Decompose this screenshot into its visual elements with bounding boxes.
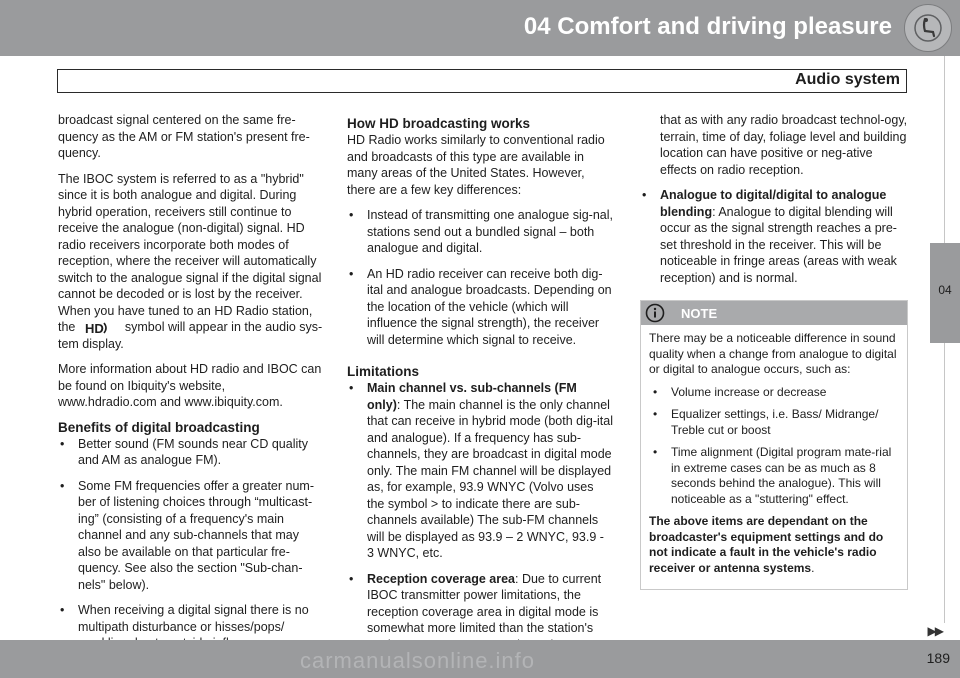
list-item: • Some FM frequencies offer a greater num-ber of listening choices through “multicast-ing” (consisting of a frequency's main channel and any sub-channels that may also be available on that particular fre-quency. See also the section "Sub-chan-nels" below). — [58, 478, 323, 594]
hd-radio-icon — [83, 320, 111, 336]
list-item-continued: that as with any radio broadcast technol-ogy, terrain, time of day, foliage level and building location can have positive or neg-ative effects on radio reception. — [660, 113, 908, 177]
paragraph-iboc-text: The IBOC system is referred to as a "hybrid" since it is both analogue and digital. During hybrid operation, receivers still continue to receive the analogue (non-digital) signal. HD radio receivers incorporate both modes of reception, where the receiver will automatically switch to the analogue signal if the digital signal cannot be decoded or is lost by the receiver. When you have tuned to an HD Radio station, the — [58, 171, 322, 334]
seat-icon — [904, 4, 952, 52]
how-list — [347, 207, 613, 348]
paragraph-iboc — [58, 171, 323, 353]
header-bar — [0, 0, 960, 56]
list-item: • An HD radio receiver can receive both dig-ital and analogue broadcasts. Depending on the location of the vehicle (which will influence the signal strength), the receiver will determine which signal to receive. — [347, 266, 613, 349]
note-outro-bold: The above items are dependant on the broadcaster's equipment settings and do not indicate a fault in the vehicle's radio receiver or antenna systems — [649, 514, 884, 575]
limitation-main-channel-title: Main channel vs. sub-channels (FM only) — [367, 381, 577, 412]
note-intro: There may be a noticeable difference in sound quality when a change from analogue to digital or digital to analogue occurs, such as: — [649, 331, 897, 376]
paragraph-iboc-tail: symbol will appear in the audio sys-tem display. — [58, 320, 323, 351]
limitation-coverage-title: Reception coverage area — [367, 571, 515, 586]
side-rule-lower — [944, 343, 945, 623]
paragraph-more-info: More information about HD radio and IBOC can be found on Ibiquity's website, www.hdradio.com and www.ibiquity.com. — [58, 362, 322, 410]
note-header — [641, 301, 907, 325]
note-body — [641, 325, 907, 589]
list-item: • When receiving a digital signal there is no multipath disturbance or hisses/pops/ — [58, 602, 323, 652]
note-list — [649, 385, 899, 508]
chapter-side-tab-label: 04 — [938, 283, 952, 297]
list-item: • Equalizer settings, i.e. Bass/ Midrange/ Treble cut or boost — [649, 407, 899, 438]
note-box — [640, 300, 908, 590]
chapter-title: 04 Comfort and driving pleasure — [523, 13, 892, 40]
list-item: • Volume increase or decrease — [649, 385, 899, 401]
blending-text: : Analogue to digital blending will occur as the signal strength reaches a pre-set threshold in the receiver. This will be noticeable in fringe areas (areas with weak reception) and is normal. — [660, 204, 897, 285]
benefits-list — [58, 436, 323, 652]
blending-title: Analogue to digital/digital to analogue blending — [660, 188, 887, 219]
note-outro — [649, 514, 899, 576]
watermark: carmanualsonline.info — [300, 648, 536, 673]
side-rule — [944, 56, 945, 243]
note-title: NOTE — [681, 306, 718, 321]
heading-limitations: Limitations — [347, 364, 420, 379]
column-2 — [347, 116, 613, 662]
list-item — [640, 187, 908, 286]
list-item: • Better sound (FM sounds near CD quality and AM as analogue FM). — [58, 436, 323, 469]
svg-text:HD: HD — [84, 320, 104, 336]
page-number: 189 — [926, 650, 950, 666]
heading-benefits: Benefits of digital broadcasting — [58, 419, 260, 435]
heading-how-hd-works: How HD broadcasting works — [347, 116, 531, 131]
limitation-main-channel-text: : The main channel is the only channel that can receive in hybrid mode (both dig-ital and analogue). If a frequency has sub-channels, they are broadcast in digital mode only. The main FM channel will be displayed as, for example, 93.9 WNYC (Volvo uses the symbol > to indicate there are sub-channels available) The sub-FM channels will be displayed as 93.9 – 2 WNYC, 93.9 - 3 WNYC, etc. — [367, 397, 613, 560]
limitation-coverage-text: : Due to current IBOC transmitter power limitations, the reception coverage area in digital mode is somewhat more limited than the station's — [367, 571, 602, 635]
continue-arrows-icon: ▶▶ — [927, 624, 942, 638]
column-1 — [58, 112, 323, 661]
info-icon — [645, 303, 665, 323]
section-title: Audio system — [795, 71, 900, 88]
paragraph-signal: broadcast signal centered on the same fre-quency as the AM or FM station's present fre-quency. — [58, 113, 310, 160]
footer-bar — [0, 640, 960, 678]
column-3 — [640, 112, 908, 590]
list-item: • Time alignment (Digital program mate-rial in extreme cases can be as much as 8 seconds behind the analogue). This will noticeable as a "stuttering" effect. — [649, 445, 899, 507]
continued-list — [640, 112, 908, 286]
list-item: • Instead of transmitting one analogue sig-nal, stations send out a bundled signal – both analogue and digital. — [347, 207, 613, 257]
list-item — [347, 380, 613, 562]
chapter-side-tab — [930, 243, 960, 343]
section-header — [57, 69, 907, 93]
paragraph-how-intro: HD Radio works similarly to conventional radio and broadcasts of this type are available in many areas of the United States. However, there are a few key differences: — [347, 133, 605, 197]
limitations-list — [347, 380, 613, 653]
note-outro-end: . — [811, 560, 815, 575]
